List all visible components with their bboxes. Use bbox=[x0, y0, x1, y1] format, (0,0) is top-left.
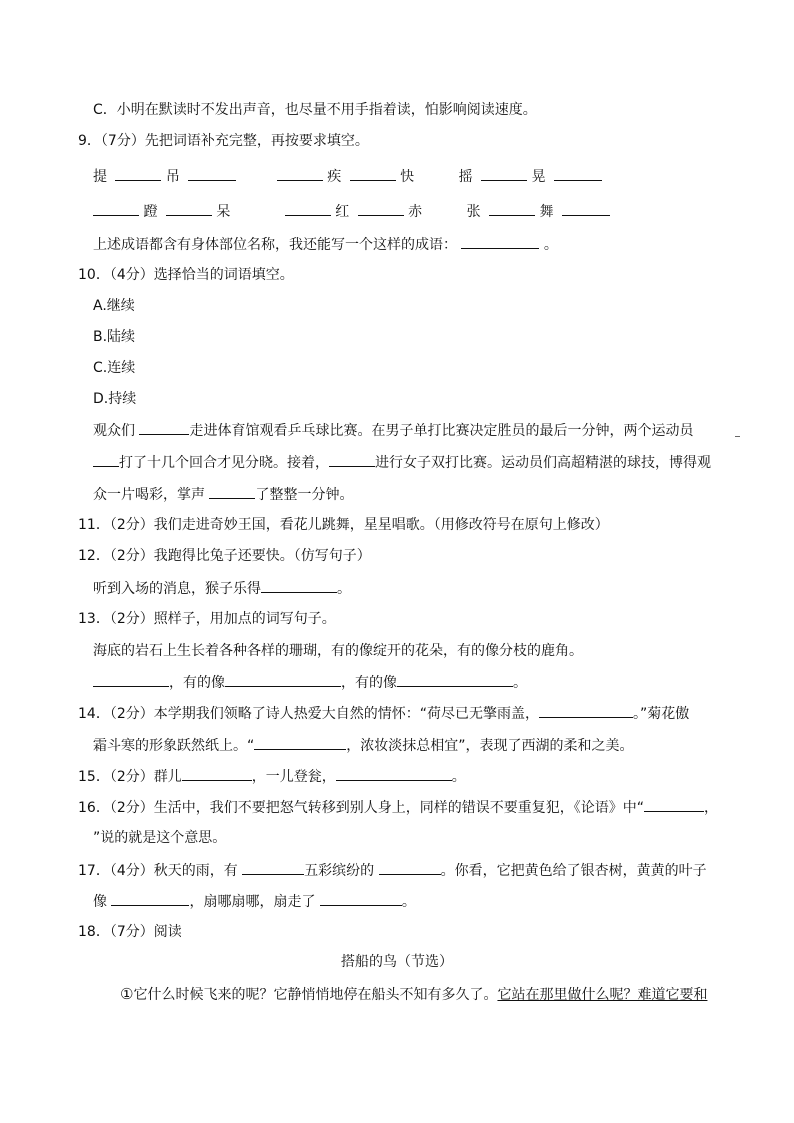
blank[interactable] bbox=[644, 797, 704, 812]
blank[interactable] bbox=[397, 672, 513, 687]
question-17-line-1 bbox=[78, 860, 707, 881]
question-15 bbox=[78, 766, 466, 787]
q13-example: 海底的岩石上生长着各种各样的珊瑚，有的像绽开的花朵，有的像分枝的鹿角。 bbox=[93, 643, 583, 659]
q15-a: 15．（2分）群儿 bbox=[78, 769, 182, 785]
blank[interactable] bbox=[285, 201, 331, 216]
blank[interactable] bbox=[461, 234, 539, 249]
blank[interactable] bbox=[166, 201, 212, 216]
q9-r1-c1: 摇 bbox=[458, 169, 473, 185]
blank[interactable] bbox=[254, 735, 346, 750]
q10-p2-b: 进行女子双打比赛。运动员们高超精湛的球技，博得观 bbox=[375, 455, 711, 471]
blank[interactable] bbox=[358, 201, 404, 216]
q16-b: ， bbox=[703, 800, 718, 816]
q13-fill bbox=[93, 672, 527, 693]
question-16-line-2: ”说的就是这个意思。 bbox=[93, 830, 227, 846]
blank[interactable] bbox=[329, 452, 375, 467]
q13-fill-c: 。 bbox=[513, 675, 527, 691]
blank[interactable] bbox=[139, 420, 189, 435]
q14-b: 。”菊花傲 bbox=[632, 706, 690, 722]
blank[interactable] bbox=[350, 166, 396, 181]
q9-r1-a2: 吊 bbox=[165, 169, 180, 185]
q9-r2-a1: 蹬 bbox=[143, 204, 158, 220]
blank[interactable] bbox=[336, 766, 452, 781]
question-10-heading: 10．（4分）选择恰当的词语填空。 bbox=[78, 267, 294, 283]
reading-p1-text: 它什么时候飞来的呢？它静悄悄地停在船头不知有多久了。 bbox=[133, 987, 498, 1003]
q9-r2-a2: 呆 bbox=[216, 204, 231, 220]
blank[interactable] bbox=[261, 578, 337, 593]
q14-c: 霜斗寒的形象跃然纸上。“ bbox=[93, 738, 255, 754]
blank[interactable] bbox=[93, 201, 139, 216]
q12-fill-end: 。 bbox=[337, 581, 351, 597]
q9-r1-a1: 提 bbox=[93, 169, 107, 185]
q10-option-c: C.连续 bbox=[93, 360, 136, 376]
blank[interactable] bbox=[277, 166, 323, 181]
q17-f: 。 bbox=[401, 894, 416, 910]
reading-p1-underlined: 它站在那里做什么呢？难道它要和 bbox=[497, 987, 708, 1003]
q12-fill-text: 听到入场的消息，猴子乐得 bbox=[93, 581, 261, 597]
q9-r2-c2: 舞 bbox=[539, 204, 554, 220]
q9-r1-b2: 快 bbox=[400, 169, 415, 185]
q13-fill-a: ，有的像 bbox=[169, 675, 225, 691]
q17-e: ，扇哪扇哪，扇走了 bbox=[189, 894, 320, 910]
q14-d: ，浓妆淡抹总相宜”，表现了西湖的柔和之美。 bbox=[346, 738, 634, 754]
blank[interactable] bbox=[554, 166, 602, 181]
q10-p2-a: 打了十几个回合才见分晓。接着， bbox=[119, 455, 329, 471]
q9-tail-text: 上述成语都含有身体部位名称，我还能写一个这样的成语： bbox=[93, 237, 457, 253]
blank[interactable] bbox=[242, 860, 304, 875]
blank[interactable] bbox=[93, 452, 119, 467]
blank[interactable] bbox=[320, 891, 402, 906]
blank[interactable] bbox=[111, 891, 189, 906]
q9-r2-c1: 张 bbox=[466, 204, 481, 220]
question-11: 11．（2分）我们走进奇妙王国，看花儿跳舞，星星唱歌。（用修改符号在原句上修改） bbox=[78, 517, 609, 533]
stray-mark bbox=[735, 436, 740, 437]
blank[interactable] bbox=[115, 166, 161, 181]
q16-a: 16．（2分）生活中，我们不要把怒气转移到别人身上，同样的错误不要重复犯，《论语》中“ bbox=[78, 800, 644, 816]
q13-fill-b: ，有的像 bbox=[341, 675, 397, 691]
q17-c: 。你看，它把黄色给了银杏树，黄黄的叶子 bbox=[440, 863, 707, 879]
q9-r2-b1: 红 bbox=[335, 204, 350, 220]
blank[interactable] bbox=[379, 860, 441, 875]
blank[interactable] bbox=[489, 201, 535, 216]
question-16-line-1 bbox=[78, 797, 718, 818]
question-14-line-1 bbox=[78, 703, 689, 724]
q9-row-2 bbox=[93, 201, 610, 222]
q9-tail-end: 。 bbox=[543, 237, 558, 253]
q17-a: 17．（4分）秋天的雨，有 bbox=[78, 863, 243, 879]
q15-c: 。 bbox=[451, 769, 466, 785]
blank[interactable] bbox=[93, 672, 169, 687]
q10-p3-b: 了整整一分钟。 bbox=[255, 487, 354, 503]
q10-option-a: A.继续 bbox=[93, 298, 135, 314]
q10-p3-a: 众一片喝彩，掌声 bbox=[93, 487, 210, 503]
question-18: 18．（7分）阅读 bbox=[78, 924, 182, 940]
q9-r2-b2: 赤 bbox=[408, 204, 423, 220]
q14-a: 14．（2分）本学期我们领略了诗人热爱大自然的情怀：“荷尽已无擎雨盖， bbox=[78, 706, 539, 722]
q10-p1-a: 观众们 bbox=[93, 423, 140, 439]
reading-title: 搭船的鸟（节选） bbox=[341, 954, 453, 970]
q17-b: 五彩缤纷的 bbox=[304, 863, 379, 879]
question-12: 12．（2分）我跑得比兔子还要快。（仿写句子） bbox=[78, 548, 371, 564]
paragraph-number-1: ① bbox=[120, 985, 134, 1003]
blank[interactable] bbox=[188, 166, 236, 181]
q10-passage-3 bbox=[93, 484, 353, 505]
q17-d: 像 bbox=[93, 894, 112, 910]
q9-row-1 bbox=[93, 166, 602, 187]
q10-p1-b: 走进体育馆观看乒乓球比赛。在男子单打比赛决定胜员的最后一分钟，两个运动员 bbox=[189, 423, 694, 439]
reading-paragraph-1 bbox=[120, 984, 707, 1005]
question-13: 13．（2分）照样子，用加点的词写句子。 bbox=[78, 611, 336, 627]
q10-passage-1 bbox=[93, 420, 693, 441]
q12-fill bbox=[93, 578, 351, 599]
question-14-line-2 bbox=[93, 735, 634, 756]
q15-b: ，一儿登瓮， bbox=[251, 769, 336, 785]
blank[interactable] bbox=[209, 484, 255, 499]
q9-r1-c2: 晃 bbox=[531, 169, 546, 185]
blank[interactable] bbox=[562, 201, 610, 216]
blank[interactable] bbox=[182, 766, 252, 781]
q10-option-b: B.陆续 bbox=[93, 329, 136, 345]
blank[interactable] bbox=[539, 703, 633, 718]
q9-r1-b1: 疾 bbox=[327, 169, 342, 185]
blank[interactable] bbox=[225, 672, 341, 687]
q10-passage-2 bbox=[93, 452, 711, 473]
q10-option-d: D.持续 bbox=[93, 391, 137, 407]
option-c-line: C．小明在默读时不发出声音，也尽量不用手指着读，怕影响阅读速度。 bbox=[93, 102, 537, 118]
question-17-line-2 bbox=[93, 891, 416, 912]
question-9-heading: 9．（7分）先把词语补充完整，再按要求填空。 bbox=[78, 133, 369, 149]
blank[interactable] bbox=[481, 166, 527, 181]
q9-tail bbox=[93, 234, 558, 255]
